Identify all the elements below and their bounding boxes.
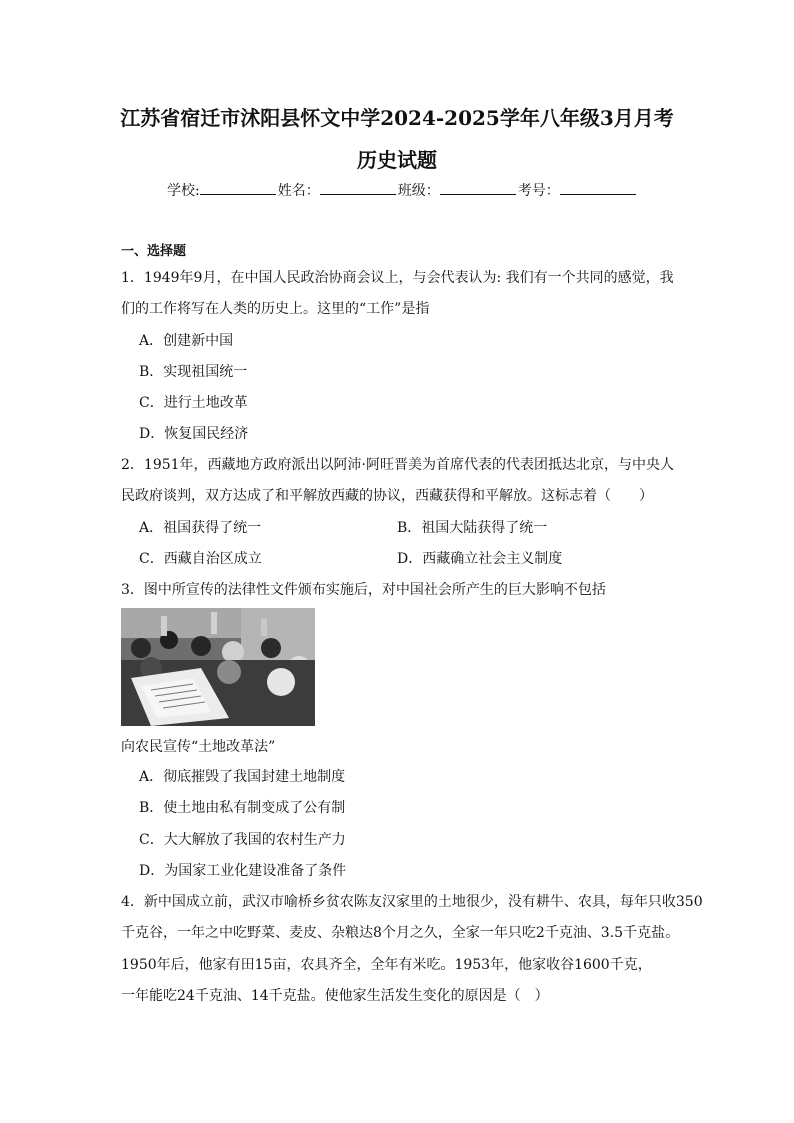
q2-stem-line1: 2．1951年，西藏地方政府派出以阿沛·阿旺晋美为首席代表的代表团抵达北京，与中央人 [121,457,674,473]
q1-option-d: D．恢复国民经济 [139,426,249,442]
q3-option-c: C．大大解放了我国的农村生产力 [139,832,346,848]
q3-option-b: B．使土地由私有制变成了公有制 [139,800,346,816]
q4-stem-line3: 1950年后，他家有田15亩，农具齐全，全年有米吃。1953年，他家收谷1600千克， [121,957,652,973]
number-blank[interactable] [560,180,636,195]
school-label: 学校: [167,183,200,199]
q3-option-d: D．为国家工业化建设准备了条件 [139,863,347,879]
q1-option-b: B．实现祖国统一 [139,364,248,380]
q1-stem-line1: 1．1949年9月，在中国人民政治协商会议上，与会代表认为: 我们有一个共同的感觉，我 [121,270,674,286]
q3-option-a: A．彻底摧毁了我国封建土地制度 [139,769,346,785]
land-reform-photo [121,608,315,726]
land-reform-photo-illustration [121,608,315,726]
q2-option-a: A．祖国获得了统一 [139,520,262,536]
school-blank[interactable] [200,180,276,195]
q2-stem-line2: 民政府谈判，双方达成了和平解放西藏的协议，西藏获得和平解放。这标志着（ ） [121,488,653,504]
student-info-line [167,180,638,201]
section-heading: 一、选择题 [121,244,187,259]
q2-option-b: B．祖国大陆获得了统一 [397,520,548,536]
class-blank[interactable] [440,180,516,195]
q2-option-c: C．西藏自治区成立 [139,551,262,567]
q3-stem-line1: 3．图中所宣传的法律性文件颁布实施后，对中国社会所产生的巨大影响不包括 [121,582,606,598]
number-label: 考号： [517,183,560,199]
class-label: 班级： [397,183,440,199]
exam-subtitle: 历史试题 [357,148,437,172]
exam-title: 江苏省宿迁市沭阳县怀文中学2024-2025学年八年级3月月考 [120,106,674,130]
q1-stem-line2: 们的工作将写在人类的历史上。这里的“工作”是指 [121,301,430,317]
q1-option-a: A．创建新中国 [139,333,234,349]
name-label: 姓名： [277,183,320,199]
q4-stem-line4: 一年能吃24千克油、14千克盐。使他家生活发生变化的原因是（ ） [121,988,549,1004]
q4-stem-line1: 4．新中国成立前，武汉市喻桥乡贫农陈友汉家里的土地很少，没有耕牛、农具，每年只收350 [121,894,703,910]
q3-image-caption: 向农民宣传“土地改革法” [121,739,276,755]
q4-stem-line2: 千克谷，一年之中吃野菜、麦皮、杂粮达8个月之久，全家一年只吃2千克油、3.5千克盐。 [121,925,680,941]
q2-option-d: D．西藏确立社会主义制度 [397,551,563,567]
name-blank[interactable] [320,180,396,195]
q1-option-c: C．进行土地改革 [139,395,248,411]
